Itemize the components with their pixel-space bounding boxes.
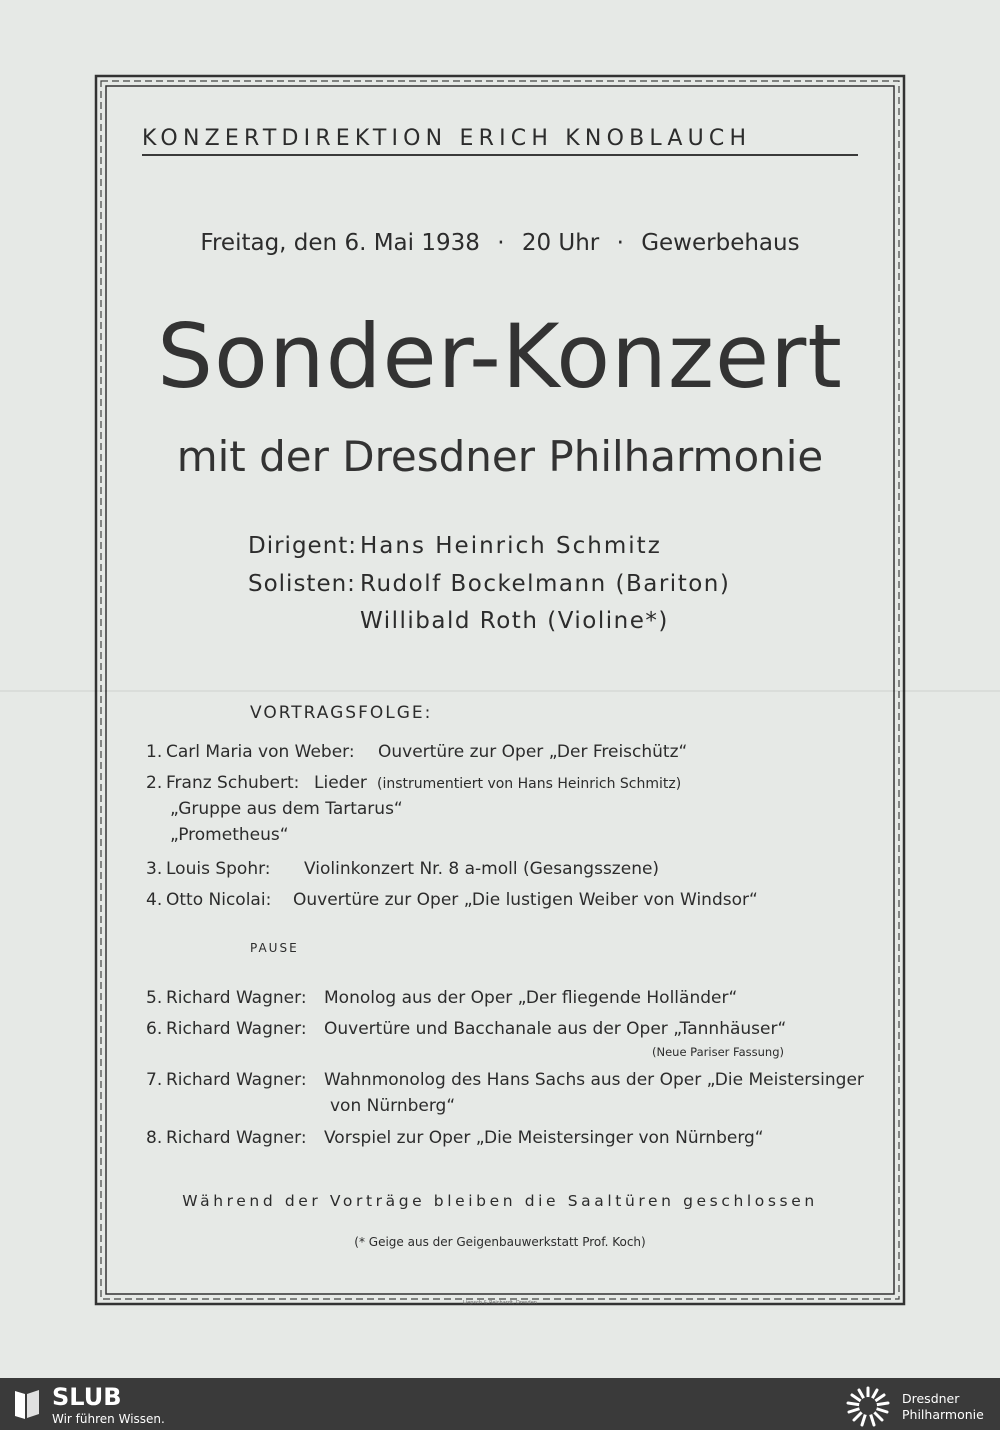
printer-imprint: Liepsch & Reichardt, Dresden bbox=[463, 1300, 537, 1306]
program-item-work: Violinkonzert Nr. 8 a-moll (Gesangsszene) bbox=[304, 859, 660, 879]
program-heading: VORTRAGSFOLGE: bbox=[250, 703, 433, 723]
program-item-work: Ouvertüre zur Oper „Die lustigen Weiber von Windsor“ bbox=[293, 890, 758, 910]
program-item-work: Wahnmonolog des Hans Sachs aus der Oper „Die Meistersinger bbox=[324, 1070, 864, 1090]
program-item-composer: Louis Spohr: bbox=[166, 859, 271, 879]
slub-logo-icon bbox=[12, 1385, 42, 1419]
program-item-note: (Neue Pariser Fassung) bbox=[652, 1045, 784, 1059]
program-item-composer: Franz Schubert: bbox=[166, 773, 300, 793]
program-item-composer: Richard Wagner: bbox=[166, 988, 307, 1008]
program-item-number: 5. bbox=[146, 988, 163, 1008]
organizer-underline bbox=[142, 154, 858, 156]
program-item-work: Ouvertüre zur Oper „Der Freischütz“ bbox=[378, 742, 688, 762]
song-title: „Prometheus“ bbox=[170, 825, 289, 845]
event-venue: Gewerbehaus bbox=[641, 230, 800, 256]
library-tagline: Wir führen Wissen. bbox=[52, 1412, 165, 1426]
partner-name-line2: Philharmonie bbox=[902, 1407, 984, 1422]
program-item-number: 4. bbox=[146, 890, 163, 910]
program-item-number: 7. bbox=[146, 1070, 163, 1090]
intermission-label: PAUSE bbox=[250, 941, 299, 955]
program-item-work-continued: von Nürnberg“ bbox=[330, 1096, 456, 1116]
separator-dot: · bbox=[497, 230, 505, 256]
program-item-work: Lieder bbox=[314, 773, 367, 793]
program-item-composer: Richard Wagner: bbox=[166, 1019, 307, 1039]
soloist-name: Rudolf Bockelmann (Bariton) bbox=[360, 571, 731, 597]
program-item-note: (instrumentiert von Hans Heinrich Schmitz) bbox=[377, 776, 682, 792]
organizer-name: KONZERTDIREKTION ERICH KNOBLAUCH bbox=[142, 126, 752, 151]
program-item-composer: Otto Nicolai: bbox=[166, 890, 272, 910]
program-item-number: 3. bbox=[146, 859, 163, 879]
song-title: „Gruppe aus dem Tartarus“ bbox=[170, 799, 403, 819]
program-item-work: Monolog aus der Oper „Der fliegende Holländer“ bbox=[324, 988, 738, 1008]
conductor-name: Hans Heinrich Schmitz bbox=[360, 533, 662, 559]
soloists-label: Solisten: bbox=[248, 571, 356, 597]
program-item-work: Vorspiel zur Oper „Die Meistersinger von Nürnberg“ bbox=[324, 1128, 764, 1148]
conductor-label: Dirigent: bbox=[248, 533, 358, 559]
program-item-number: 8. bbox=[146, 1128, 163, 1148]
concert-subtitle: mit der Dresdner Philharmonie bbox=[176, 432, 824, 481]
soloist-name: Willibald Roth (Violine*) bbox=[360, 608, 669, 634]
dresdner-philharmonie-logo-icon bbox=[842, 1384, 894, 1428]
date-line bbox=[0, 230, 1000, 256]
program-item-composer: Richard Wagner: bbox=[166, 1128, 307, 1148]
event-time: 20 Uhr bbox=[521, 230, 600, 256]
program-item-number: 6. bbox=[146, 1019, 163, 1039]
doors-notice: Während der Vorträge bleiben die Saaltüren geschlossen bbox=[182, 1192, 818, 1210]
partner-name-line1: Dresdner bbox=[902, 1391, 960, 1406]
program-item-number: 1. bbox=[146, 742, 163, 762]
library-name: SLUB bbox=[52, 1383, 122, 1411]
separator-dot: · bbox=[616, 230, 624, 256]
concert-title: Sonder-Konzert bbox=[157, 305, 843, 408]
event-date: Freitag, den 6. Mai 1938 bbox=[200, 230, 480, 256]
program-item-number: 2. bbox=[146, 773, 163, 793]
program-item-composer: Richard Wagner: bbox=[166, 1070, 307, 1090]
program-item-composer: Carl Maria von Weber: bbox=[166, 742, 355, 762]
violin-footnote: (* Geige aus der Geigenbauwerkstatt Prof. Koch) bbox=[354, 1235, 646, 1249]
program-item-work: Ouvertüre und Bacchanale aus der Oper „Tannhäuser“ bbox=[324, 1019, 787, 1039]
